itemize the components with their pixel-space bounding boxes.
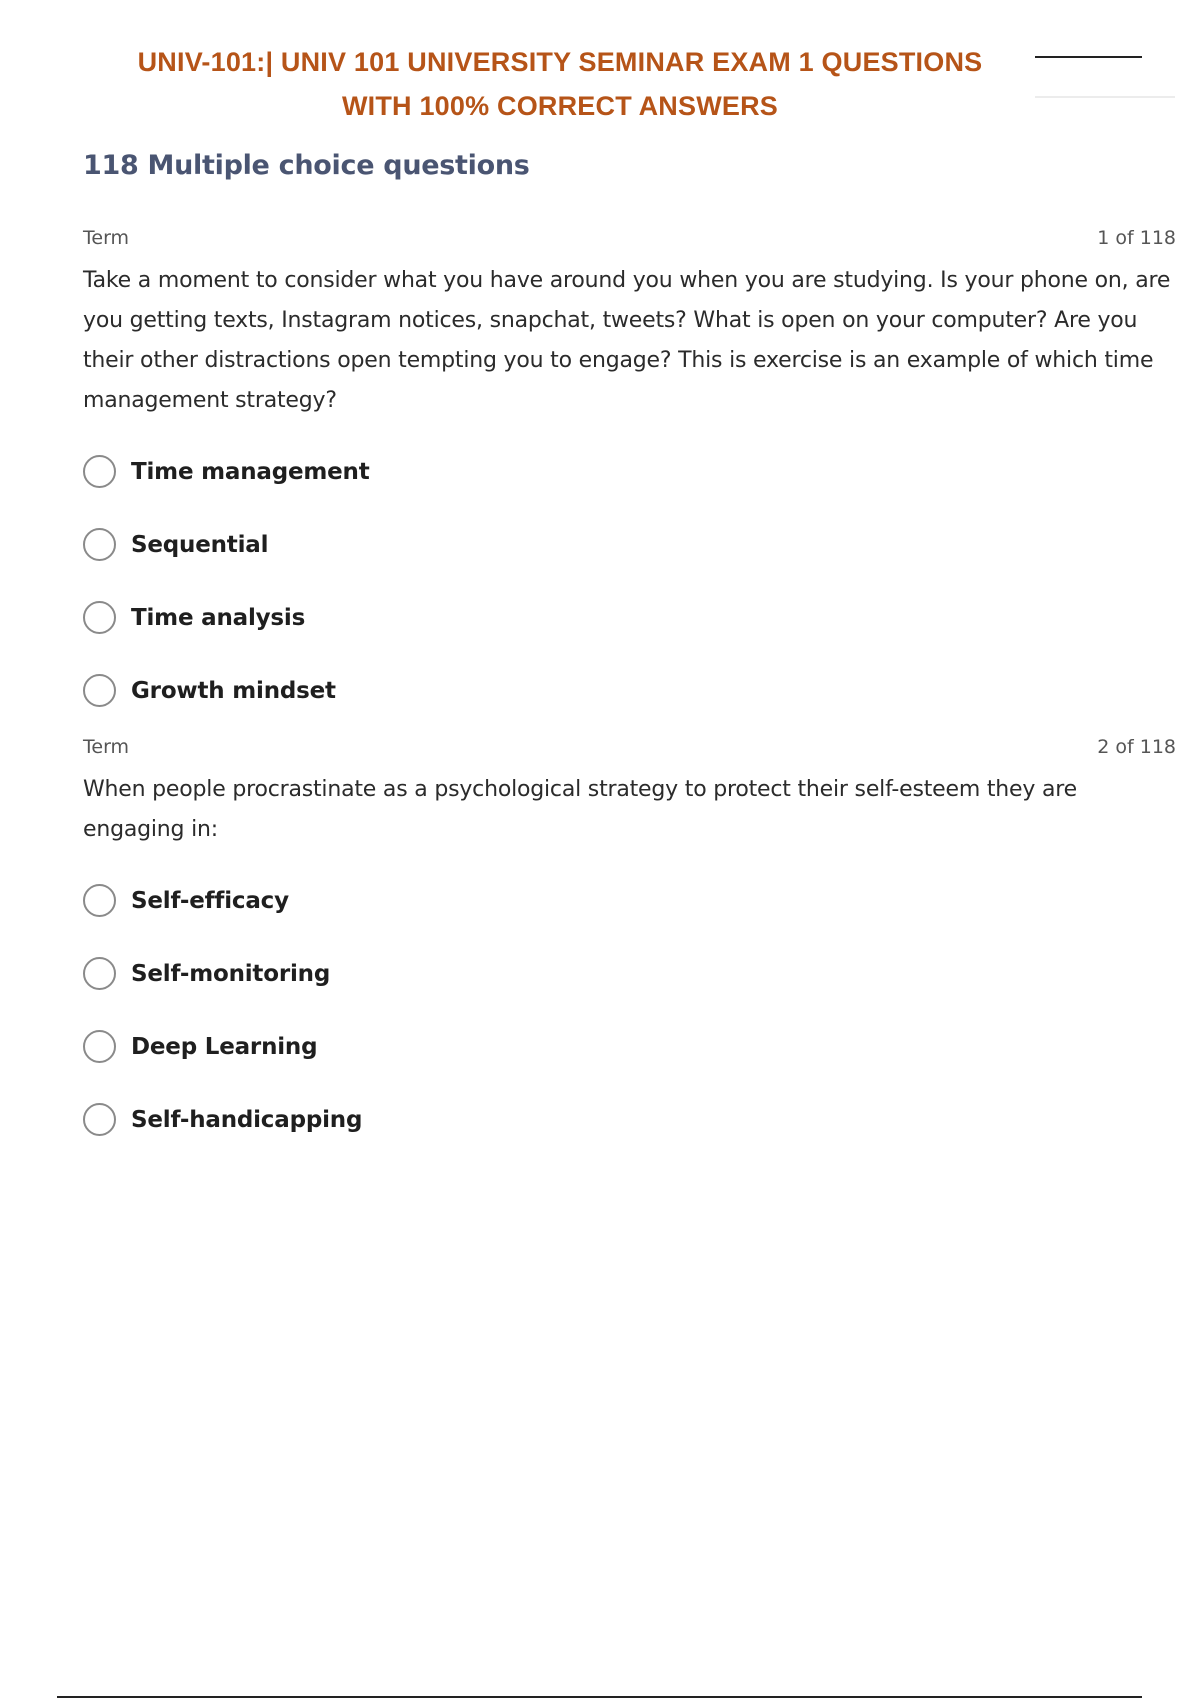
radio-button-icon[interactable] (83, 528, 116, 561)
term-label: Term (83, 736, 130, 758)
answer-option-label: Deep Learning (131, 1033, 318, 1060)
answer-option-label: Self-monitoring (131, 960, 331, 987)
section-title: 118 Multiple choice questions (83, 150, 530, 181)
radio-button-icon[interactable] (83, 455, 116, 488)
radio-button-icon[interactable] (83, 1030, 116, 1063)
question-counter: 2 of 118 (1097, 736, 1176, 758)
answer-option-label: Self-efficacy (131, 887, 289, 914)
footer-divider (57, 1696, 1142, 1698)
radio-button-icon[interactable] (83, 884, 116, 917)
answer-option[interactable] (83, 1010, 1176, 1083)
question-meta (83, 227, 1176, 255)
answer-option-label: Time management (131, 458, 370, 485)
radio-button-icon[interactable] (83, 957, 116, 990)
radio-button-icon[interactable] (83, 601, 116, 634)
question-card-2 (83, 736, 1176, 1156)
answer-option[interactable] (83, 508, 1176, 581)
answer-option-label: Growth mindset (131, 677, 336, 704)
question-text: When people procrastinate as a psychological strategy to protect their self-esteem they are engaging in: (83, 777, 1077, 842)
answer-option[interactable] (83, 864, 1176, 937)
header-divider (1035, 56, 1142, 58)
answer-option-label: Time analysis (131, 604, 306, 631)
radio-button-icon[interactable] (83, 1103, 116, 1136)
title-line-1: UNIV-101:| UNIV 101 UNIVERSITY SEMINAR EXAM 1 QUESTIONS (137, 47, 983, 77)
radio-button-icon[interactable] (83, 674, 116, 707)
document-title (60, 40, 1060, 128)
answer-option[interactable] (83, 654, 1176, 727)
question-text: Take a moment to consider what you have around you when you are studying. Is your phone on, are you getting texts, Instagram notices, snapchat, tweets? What is open on your computer? Are you their other distractions open tempting you to engage? This is exercise is an example of which time management strategy? (83, 268, 1171, 413)
term-label: Term (83, 227, 130, 249)
answer-option[interactable] (83, 435, 1176, 508)
answer-option-label: Sequential (131, 531, 269, 558)
answer-option[interactable] (83, 937, 1176, 1010)
question-card-1 (83, 227, 1176, 727)
answer-option[interactable] (83, 1083, 1176, 1156)
answer-option-label: Self-handicapping (131, 1106, 363, 1133)
question-meta (83, 736, 1176, 764)
answer-options (83, 435, 1176, 727)
answer-options (83, 864, 1176, 1156)
title-line-2: WITH 100% CORRECT ANSWERS (341, 91, 779, 121)
header-divider-faint (1035, 96, 1175, 98)
question-counter: 1 of 118 (1097, 227, 1176, 249)
answer-option[interactable] (83, 581, 1176, 654)
